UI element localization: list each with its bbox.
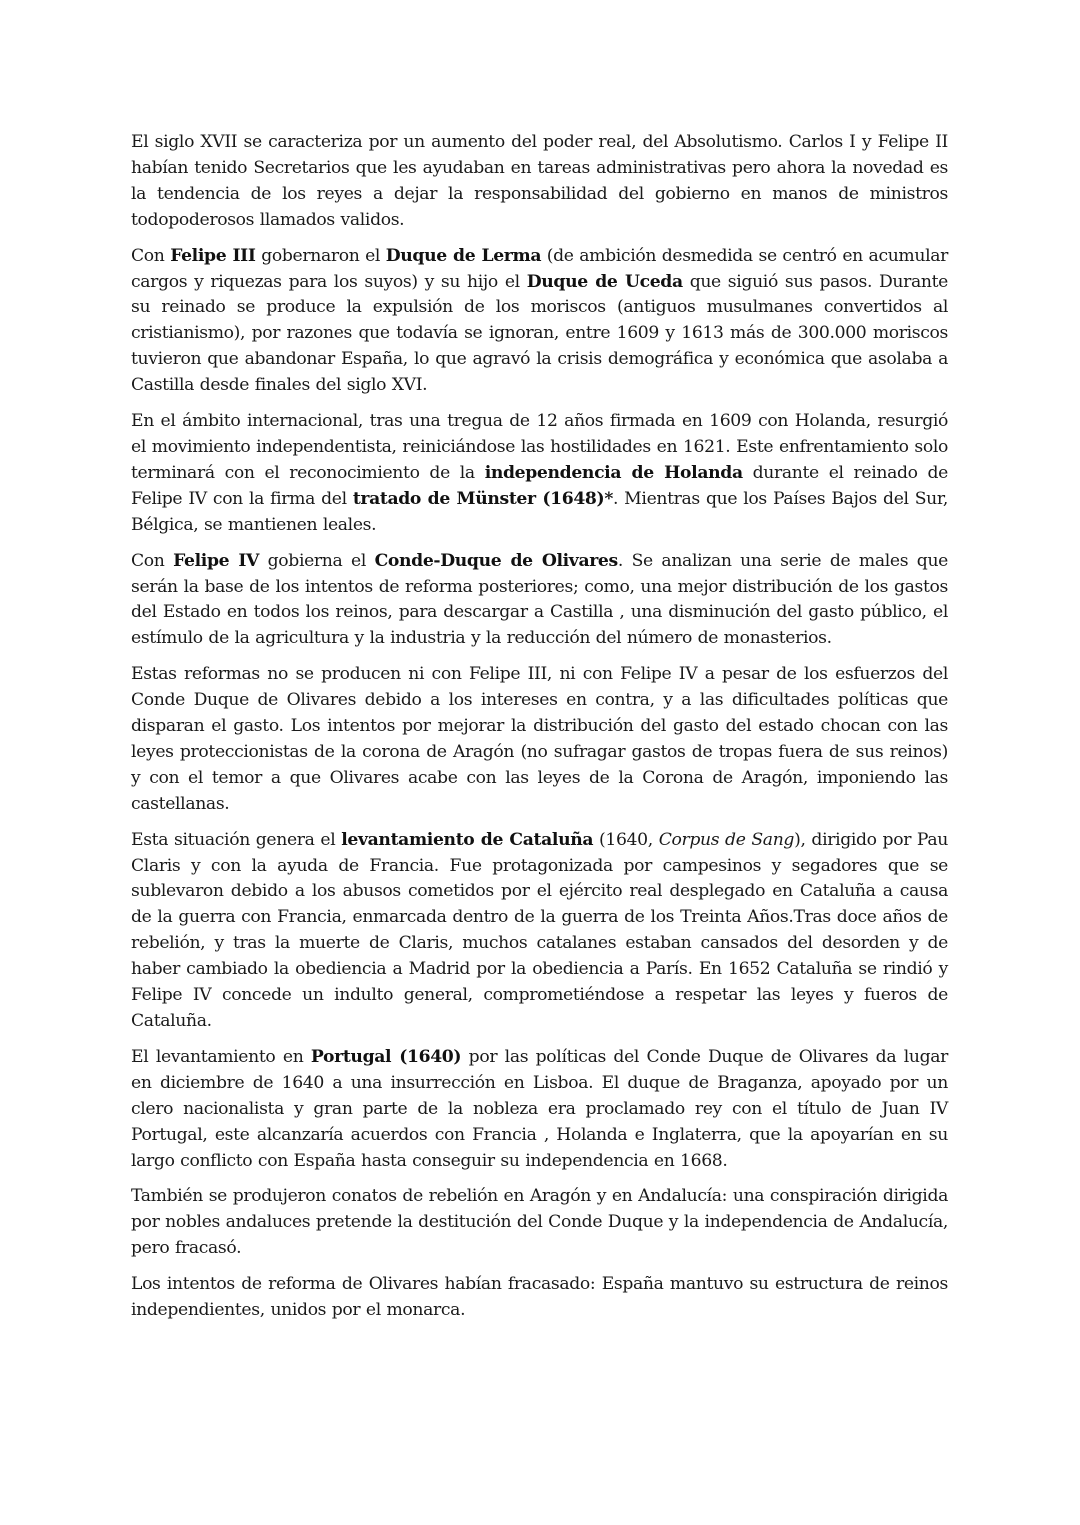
bold-term-duque-de-lerma: Duque de Lerma: [385, 245, 542, 266]
paragraph-text: . Se analizan una serie de males que serán la base de los intentos de reforma posteriores; como, una mejor distribución de los gastos del Estado en todos los reinos, para descargar a Castilla , una disminución del gasto público, el estímulo de la agricultura y la industria y la reducción del número de monasterios.: [131, 550, 949, 649]
paragraph-text: durante el reinado de Felipe IV con la firma del: [131, 462, 948, 509]
paragraph-text: gobernaron el: [255, 245, 386, 266]
bold-term-duque-de-uceda: Duque de Uceda: [526, 271, 683, 292]
paragraph-text: . Mientras que los Países Bajos del Sur, Bélgica, se mantienen leales.: [131, 488, 948, 535]
paragraph-text: También se produjeron conatos de rebelión en Aragón y en Andalucía: una conspiración dirigida por nobles andaluces pretende la destitución del Conde Duque y la independencia de Andalucía, pero fracasó.: [131, 1186, 948, 1259]
paragraph-text: ), dirigido por Pau Claris y con la ayuda de Francia. Fue protagonizada por campesinos y segadores que se sublevaron debido a los abusos cometidos por el ejército real desplegado en Cataluña a causa de la guerra con Francia, enmarcada dentro de la guerra de los Treinta Años.Tras doce años de rebelión, y tras la muerte de Claris, muchos catalanes estaban cansados del desorden y de haber cambiado la obediencia a Madrid por la obediencia a París. En 1652 Cataluña se rindió y Felipe IV concede un indulto general, comprometiéndose a respetar las leyes y fueros de Cataluña.: [131, 829, 948, 1031]
paragraph-absolutismo: [131, 130, 948, 234]
document-page: [131, 130, 948, 1334]
bold-term-tratado-munster: tratado de Münster (1648)*: [352, 488, 613, 509]
paragraph-text: que siguió sus pasos. Durante su reinado se produce la expulsión de los moriscos (antiguos musulmanes convertidos al cristianismo), por razones que todavía se ignoran, entre 1609 y 1613 más de 300.000 moriscos tuvieron que abandonar España, lo que agravó la crisis demográfica y económica que asolaba a Castilla desde finales del siglo XVI.: [131, 271, 948, 396]
bold-term-conde-duque-olivares: Conde-Duque de Olivares: [374, 550, 618, 571]
paragraph-text: Estas reformas no se producen ni con Felipe III, ni con Felipe IV a pesar de los esfuerzos del Conde Duque de Olivares debido a los intereses en contra, y a las dificultades políticas que disparan el gasto. Los intentos por mejorar la distribución del gasto del estado chocan con las leyes proteccionistas de la corona de Aragón (no sufragar gastos de tropas fuera de sus reinos) y con el temor a que Olivares acabe con las leyes de la Corona de Aragón, imponiendo las castellanas.: [131, 664, 948, 814]
paragraph-text: Esta situación genera el: [131, 829, 342, 850]
bold-term-portugal-1640: Portugal (1640): [310, 1046, 462, 1067]
paragraph-text: En el ámbito internacional, tras una tregua de 12 años firmada en 1609 con Holanda, resurgió el movimiento independentista, reiniciándose las hostilidades en 1621. Este enfrentamiento solo terminará con el reconocimiento de la: [131, 411, 948, 483]
paragraph-felipe-iv: [131, 549, 948, 653]
bold-term-levantamiento-cataluna: levantamiento de Cataluña: [341, 829, 594, 850]
paragraph-text: gobierna el: [259, 550, 375, 571]
paragraph-portugal: [131, 1045, 948, 1175]
paragraph-aragon-andalucia: [131, 1184, 948, 1262]
paragraph-conclusion: [131, 1272, 948, 1324]
paragraph-cataluna: [131, 828, 948, 1035]
paragraph-text: (de ambición desmedida se centró en acumular cargos y riquezas para los suyos) y su hijo el: [131, 245, 949, 292]
paragraph-text: El levantamiento en: [131, 1046, 311, 1067]
paragraph-reformas: [131, 662, 948, 817]
bold-term-felipe-iv: Felipe IV: [173, 550, 260, 571]
paragraph-text: por las políticas del Conde Duque de Olivares da lugar en diciembre de 1640 a una insurrección en Lisboa. El duque de Braganza, apoyado por un clero nacionalista y gran parte de la nobleza era proclamado rey con el título de Juan IV Portugal, este alcanzaría acuerdos con Francia , Holanda e Inglaterra, que la apoyarían en su largo conflicto con España hasta conseguir su independencia en 1668.: [131, 1046, 948, 1171]
paragraph-holanda: [131, 409, 948, 539]
paragraph-text: (1640,: [593, 829, 659, 850]
paragraph-text: Los intentos de reforma de Olivares habían fracasado: España mantuvo su estructura de reinos independientes, unidos por el monarca.: [131, 1274, 948, 1321]
paragraph-text: Con: [131, 245, 171, 266]
paragraph-felipe-iii: [131, 244, 948, 399]
paragraph-text: Con: [131, 550, 174, 571]
italic-term-corpus-de-sang: Corpus de Sang: [658, 829, 795, 850]
bold-term-independencia-holanda: independencia de Holanda: [484, 462, 743, 483]
paragraph-text: El siglo XVII se caracteriza por un aumento del poder real, del Absolutismo. Carlos I y Felipe II habían tenido Secretarios que les ayudaban en tareas administrativas pero ahora la novedad es la tendencia de los reyes a dejar la responsabilidad del gobierno en manos de ministros todopoderosos llamados validos.: [131, 132, 948, 230]
bold-term-felipe-iii: Felipe III: [170, 245, 256, 266]
